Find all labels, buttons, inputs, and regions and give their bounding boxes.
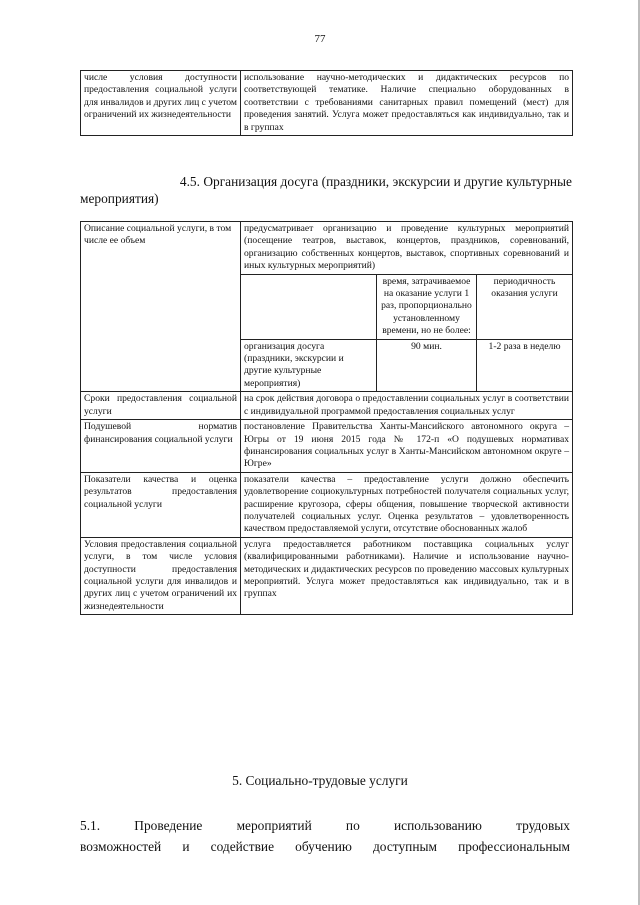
- row-label: Показатели качества и оценка результатов предоставления социальной услуги: [81, 472, 241, 537]
- section-5-heading: 5. Социально-трудовые услуги: [232, 773, 408, 788]
- section-heading: [80, 173, 572, 207]
- frequency-value-cell: 1-2 раза в неделю: [477, 339, 573, 392]
- row-value: на срок действия договора о предоставлении социальных услуг в соответствии с индивидуальной программой предоставления социальных услуг: [241, 392, 573, 420]
- row-label: Сроки предоставления социальной услуги: [81, 392, 241, 420]
- paragraph-line-1: 5.1. Проведение мероприятий по использованию трудовых: [80, 818, 570, 833]
- row-label: Описание социальной услуги, в том числе ее объем: [81, 222, 241, 392]
- table-row: [81, 392, 573, 420]
- table-row: [81, 222, 573, 275]
- row-value: показатели качества – предоставление услуги должно обеспечить удовлетворение социокультурных потребностей получателя социальных услуг, расширение кругозора, сферы общения, повышение творческой активности получателей социальных услуг. Оценка результатов – удовлетворенность качеством предоставляемой услуги, отсутствие обоснованных жалоб: [241, 472, 573, 537]
- table-row: [81, 420, 573, 473]
- table-row: [81, 71, 573, 136]
- top-continuation-table: [80, 70, 573, 136]
- section-5-1-paragraph: [80, 815, 570, 857]
- frequency-column-header: периодичность оказания услуги: [477, 274, 573, 339]
- row-label: числе условия доступности предоставления социальной услуги для инвалидов и других лиц с учетом ограничений их жизнедеятельности: [81, 71, 241, 136]
- time-column-header: время, затрачиваемое на оказание услуги 1 раз, пропорционально установленному времени, но не более:: [377, 274, 477, 339]
- table-row: [81, 537, 573, 614]
- row-value: использование научно-методических и дидактических ресурсов по соответствующей тематике. Наличие специально оборудованных в соответствии с требованиями санитарных правил помещений (мест) для проведения занятий. Услуга может предоставляться как индивидуально, так и в группах: [241, 71, 573, 136]
- row-value: услуга предоставляется работником поставщика социальных услуг (квалифицированными работниками). Наличие и использование научно-методических и дидактических ресурсов по проведению массовых культурных мероприятий. Услуга может предоставляться как индивидуально, так и в группах: [241, 537, 573, 614]
- section-heading-line-1: 4.5. Организация досуга (праздники, экскурсии и другие культурные: [179, 174, 572, 189]
- service-table: [80, 221, 573, 615]
- row-label: Подушевой норматив финансирования социальной услуги: [81, 420, 241, 473]
- paragraph-line-2: возможностей и содействие обучению доступным профессиональным: [80, 839, 570, 854]
- row-value: постановление Правительства Ханты-Мансийского автономного округа – Югры от 19 июня 2015 года № 172-п «О подушевых нормативах финансирования социальных услуг в Ханты-Мансийском автономном округе – Югре»: [241, 420, 573, 473]
- row-label: Условия предоставления социальной услуги, в том числе условия доступности предоставления социальной услуги для инвалидов и других лиц с учетом ограничений их жизнедеятельности: [81, 537, 241, 614]
- section-heading-line-2: мероприятия): [80, 191, 159, 206]
- page-number: 77: [314, 33, 326, 45]
- service-name-cell: организация досуга (праздники, экскурсии и другие культурные мероприятия): [241, 339, 377, 392]
- row-value: предусматривает организацию и проведение культурных мероприятий (посещение театров, выставок, концертов, праздников, соревнований, организацию собственных концертов, выставок, спортивных соревнований и иных культурных мероприятий): [241, 222, 573, 275]
- empty-cell: [241, 274, 377, 339]
- time-value-cell: 90 мин.: [377, 339, 477, 392]
- table-row: [81, 472, 573, 537]
